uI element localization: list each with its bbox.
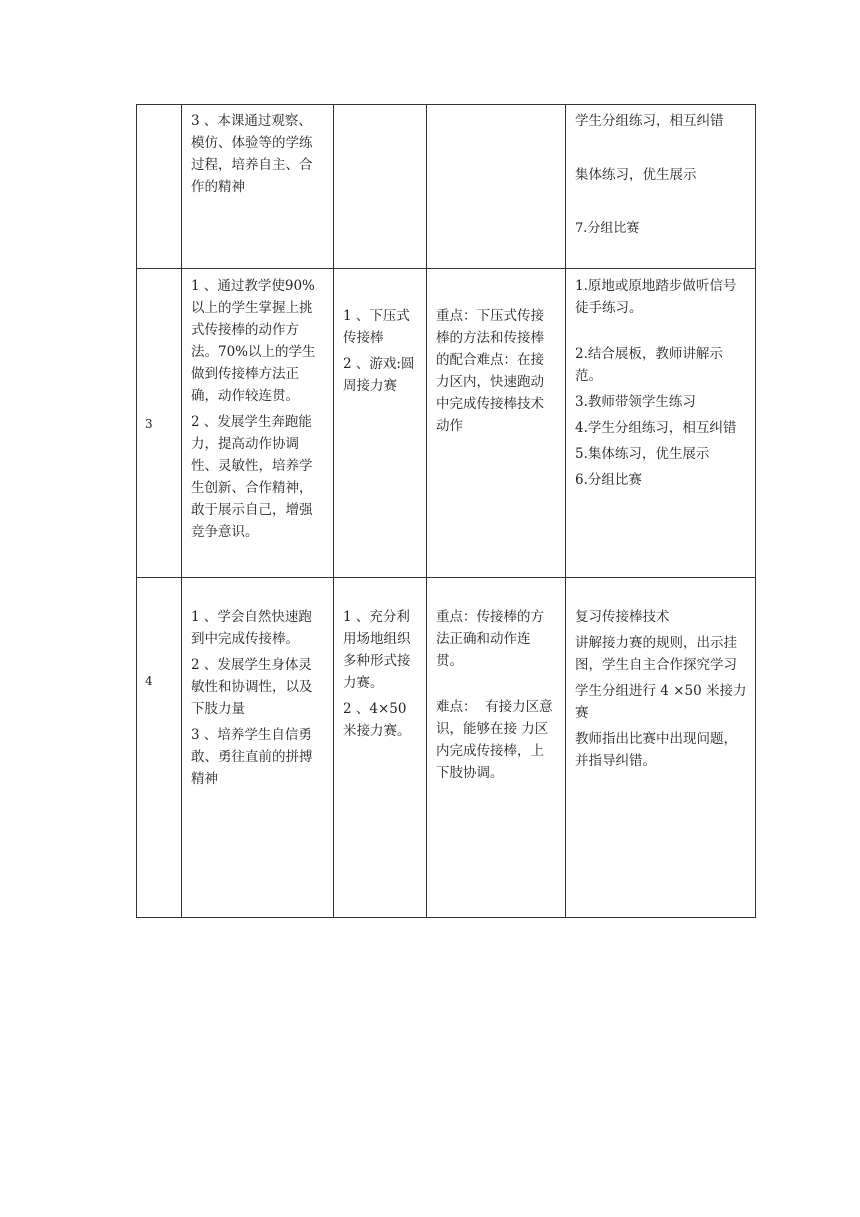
table-row <box>137 578 756 918</box>
objective-item: 2 、发展学生身体灵敏性和协调性，以及下肢力量 <box>191 657 313 717</box>
method-item: 2.结合展板，教师讲解示范。 <box>575 346 723 384</box>
methods-cell <box>566 105 756 269</box>
key-points-cell <box>427 578 566 918</box>
content-item: 1 、下压式传接棒 <box>343 308 410 346</box>
method-item: 学生分组练习，相互纠错 <box>575 113 724 129</box>
objectives-cell <box>182 269 334 578</box>
content-cell <box>334 269 427 578</box>
objective-item: 1 、学会自然快速跑到中完成传接棒。 <box>191 609 312 647</box>
content-cell <box>334 578 427 918</box>
objective-item: 2 、发展学生奔跑能力，提高动作协调性、灵敏性，培养学生创新、合作精神，敢于展示自己，增强竞争意识。 <box>191 414 313 540</box>
table-row <box>137 105 756 269</box>
method-item: 5.集体练习，优生展示 <box>575 446 710 462</box>
objectives-cell <box>182 105 334 269</box>
key-point-item: 重点：传接棒的方法正确和动作连贯。 <box>436 609 544 669</box>
key-point-item: 重点：下压式传接棒的方法和传接棒的配合难点：在接力区内，快速跑动中完成传接棒技术动作 <box>436 308 544 434</box>
method-item: 复习传接棒技术 <box>575 609 670 625</box>
objectives-cell <box>182 578 334 918</box>
objective-item: 1 、通过教学使90%以上的学生掌握上挑式传接棒的动作方法。70%以上的学生做到传接棒方法正确，动作较连贯。 <box>191 278 316 404</box>
method-item: 3.教师带领学生练习 <box>575 394 696 410</box>
content-item: 1 、充分利用场地组织多种形式接力赛。 <box>343 609 411 691</box>
content-cell <box>334 105 427 269</box>
key-points-cell <box>427 105 566 269</box>
method-item: 7.分组比赛 <box>575 221 640 236</box>
lesson-plan-table <box>136 104 756 918</box>
methods-cell <box>566 578 756 918</box>
row-number: 4 <box>137 578 182 918</box>
table-row <box>137 269 756 578</box>
method-item: 集体练习，优生展示 <box>575 167 697 183</box>
methods-cell <box>566 269 756 578</box>
method-item: 讲解接力赛的规则，出示挂图，学生自主合作探究学习 <box>575 635 737 673</box>
key-points-cell <box>427 269 566 578</box>
key-point-item: 难点： 有接力区意识，能够在接 力区内完成传接棒，上下肢协调。 <box>436 699 553 781</box>
row-number <box>137 105 182 269</box>
method-item: 1.原地或原地踏步做听信号徒手练习。 <box>575 278 737 316</box>
method-item: 6.分组比赛 <box>575 472 642 488</box>
method-item: 学生分组进行 4 ×50 米接力赛 <box>575 683 747 721</box>
method-item: 4.学生分组练习，相互纠错 <box>575 420 737 436</box>
objective-item: 3 、培养学生自信勇敢、勇往直前的拼搏精神 <box>191 727 313 787</box>
method-item: 教师指出比赛中出现问题，并指导纠错。 <box>575 731 737 769</box>
objective-item: 3 、本课通过观察、模仿、体验等的学练过程，培养自主、合作的精神 <box>191 113 313 195</box>
content-item: 2 、4×50 米接力赛。 <box>343 701 411 739</box>
row-number: 3 <box>137 269 182 578</box>
content-item: 2 、游戏:圆周接力赛 <box>343 356 415 394</box>
